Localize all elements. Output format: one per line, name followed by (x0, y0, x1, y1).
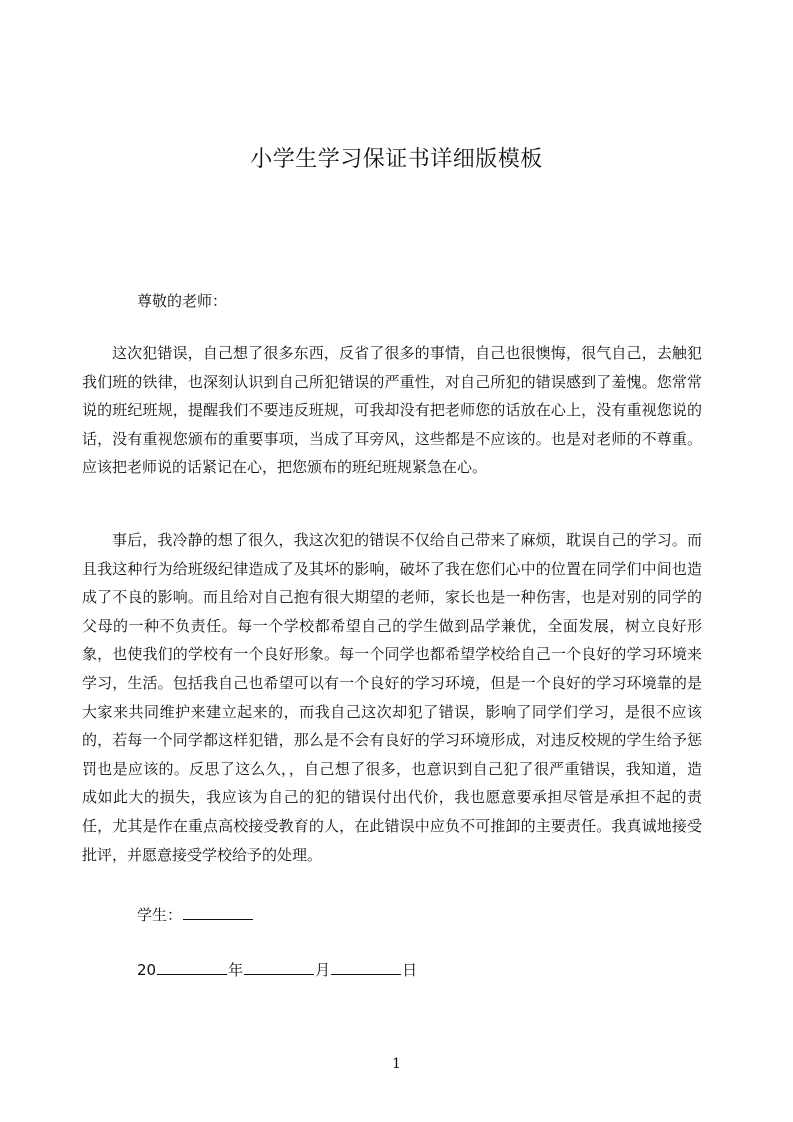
student-name-blank (183, 904, 253, 920)
salutation: 尊敬的老师： (137, 292, 228, 310)
year-blank (157, 959, 227, 975)
paragraph-reflection: 这次犯错误，自己想了很多东西，反省了很多的事情，自己也很懊悔，很气自己，去触犯我们班的铁律，也深刻认识到自己所犯错误的严重性，对自己所犯的错误感到了羞愧。您常常说的班纪班规，提醒我们不要违反班规，可我却没有把老师您的话放在心上，没有重视您说的话，没有重视您颁布的重要事项，当成了耳旁风，这些都是不应该的。也是对老师的不尊重。应该把老师说的话紧记在心，把您颁布的班纪班规紧急在心。 (82, 344, 702, 477)
year-label: 年 (228, 961, 244, 979)
page-number: 1 (392, 1056, 401, 1072)
day-label: 日 (402, 961, 418, 979)
document-title: 小学生学习保证书详细版模板 (250, 147, 543, 172)
student-label: 学生： (137, 906, 183, 924)
date-line (137, 959, 417, 980)
date-prefix: 20 (137, 961, 157, 979)
month-blank (244, 959, 314, 975)
paragraph-consequences: 事后，我冷静的想了很久，我这次犯的错误不仅给自己带来了麻烦，耽误自己的学习。而且我这种行为给班级纪律造成了及其坏的影响，破坏了我在您们心中的位置在同学们中间也造成了不良的影响。而且给对自己抱有很大期望的老师，家长也是一种伤害，也是对别的同学的父母的一种不负责任。每一个学校都希望自己的学生做到品学兼优，全面发展，树立良好形象，也使我们的学校有一个良好形象。每一个同学也都希望学校给自己一个良好的学习环境来学习，生活。包括我自己也希望可以有一个良好的学习环境，但是一个良好的学习环境靠的是大家来共同维护来建立起来的，而我自己这次却犯了错误，影响了同学们学习，是很不应该的，若每一个同学都这样犯错，那么是不会有良好的学习环境形成，对违反校规的学生给予惩罚也是应该的。反思了这么久，，自己想了很多，也意识到自己犯了很严重错误，我知道，造成如此大的损失，我应该为自己的犯的错误付出代价，我也愿意要承担尽管是承担不起的责任，尤其是作在重点高校接受教育的人，在此错误中应负不可推卸的主要责任。我真诚地接受批评，并愿意接受学校给予的处理。 (82, 531, 702, 864)
student-signature-line (137, 904, 254, 925)
day-blank (331, 959, 401, 975)
month-label: 月 (315, 961, 331, 979)
